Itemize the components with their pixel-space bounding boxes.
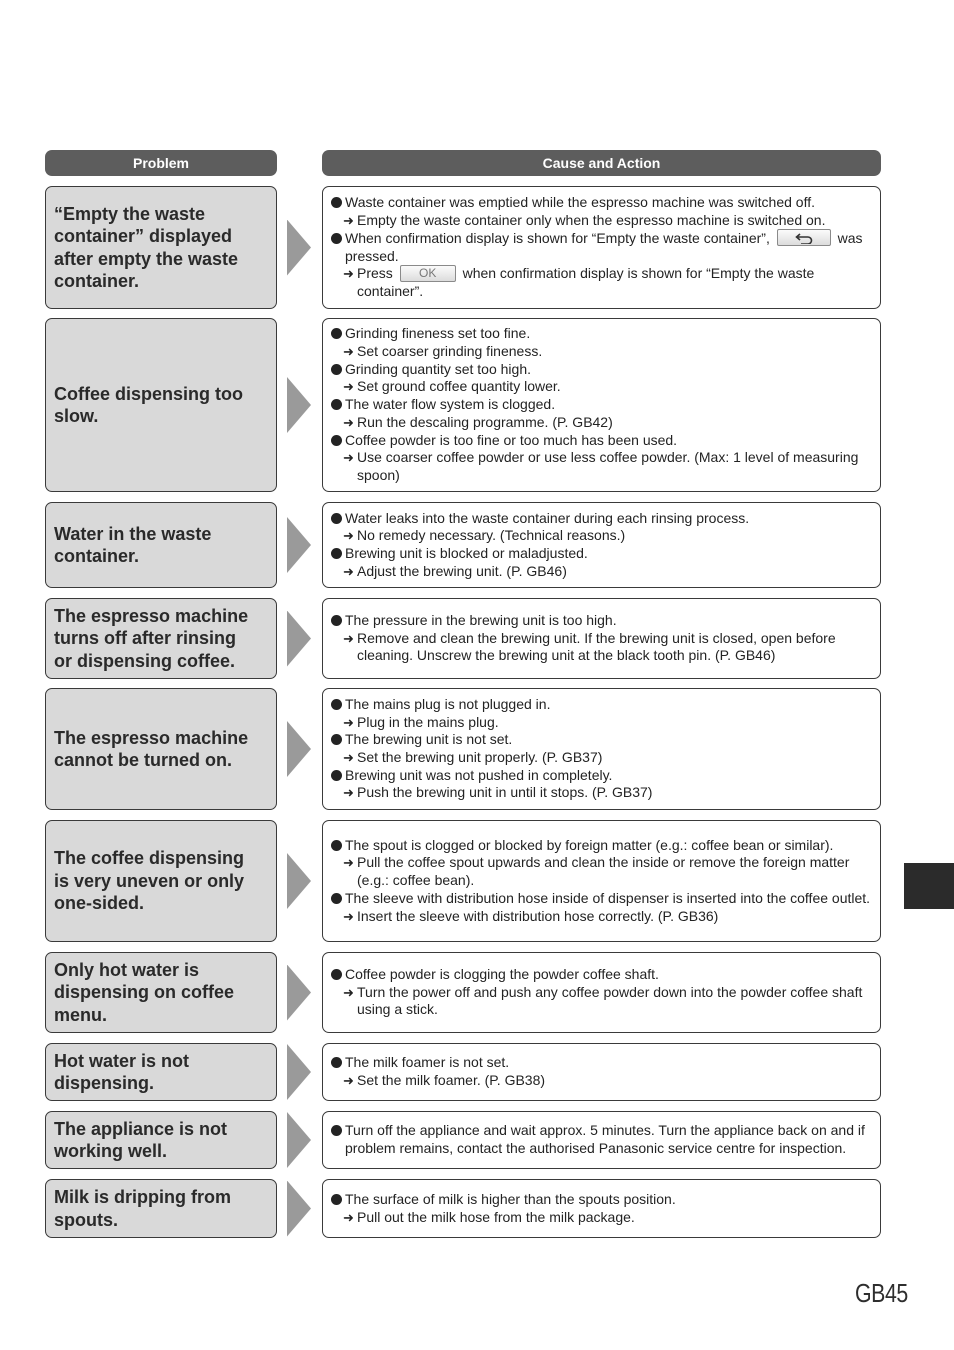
pointer-arrow-icon	[287, 517, 311, 573]
action-text: Set the milk foamer. (P. GB38)	[357, 1072, 546, 1088]
action-text: Set the brewing unit properly. (P. GB37)	[357, 749, 603, 765]
trouble-row	[0, 688, 954, 810]
cause-action-cell	[322, 820, 881, 942]
pointer-arrow-icon	[287, 1112, 311, 1168]
cause-text: When confirmation display is shown for “Empty the waste container”,	[345, 229, 770, 246]
action-item	[331, 630, 872, 665]
trouble-row	[0, 952, 954, 1033]
problem-line: Hot water is not	[54, 1050, 190, 1071]
cause-action-cell	[322, 1043, 881, 1101]
action-item	[331, 414, 872, 432]
action-item	[331, 563, 872, 581]
cause-text-continued: was pressed.	[345, 229, 863, 264]
cause-item	[331, 1122, 872, 1157]
problem-cell	[45, 1111, 277, 1169]
action-item	[331, 212, 872, 230]
problem-cell	[45, 688, 277, 810]
cause-item	[331, 1191, 872, 1209]
trouble-row	[0, 1043, 954, 1101]
bullet-icon	[331, 364, 342, 375]
right-arrow-icon: ➜	[343, 344, 354, 360]
right-arrow-icon: ➜	[343, 414, 354, 430]
problem-line: The espresso machine	[54, 605, 249, 626]
cause-text: Brewing unit is blocked or maladjusted.	[345, 545, 588, 561]
right-arrow-icon: ➜	[343, 1073, 354, 1088]
problem-line: working well.	[54, 1141, 168, 1161]
pointer-arrow-icon	[287, 721, 311, 777]
action-text: Run the descaling programme. (P. GB42)	[357, 413, 613, 430]
problem-line: dispensing.	[54, 1073, 155, 1093]
action-item	[331, 784, 872, 802]
problem-line: spouts.	[54, 1209, 119, 1230]
right-arrow-icon: ➜	[343, 450, 354, 466]
cause-action-cell	[322, 1179, 881, 1238]
bullet-icon	[331, 1194, 342, 1205]
right-arrow-icon: ➜	[343, 266, 354, 282]
cause-item	[331, 396, 872, 414]
cause-item	[331, 194, 872, 212]
problem-line: container.	[54, 546, 140, 566]
cause-action-cell	[322, 688, 881, 810]
problem-line: is very uneven or only	[54, 870, 245, 891]
bullet-icon	[331, 435, 342, 446]
page-number: GB45	[855, 1278, 908, 1308]
action-item	[331, 1072, 872, 1090]
problem-column-header: Problem	[45, 150, 277, 176]
problem-line: “Empty the waste	[54, 203, 206, 224]
problem-line: Water in the waste	[54, 523, 212, 544]
pointer-arrow-icon	[287, 611, 311, 667]
cause-action-cell	[322, 502, 881, 588]
problem-cell	[45, 820, 277, 942]
problem-line: one-sided.	[54, 893, 145, 914]
problem-line: The coffee dispensing	[54, 848, 245, 869]
cause-text: The brewing unit is not set.	[345, 731, 513, 748]
problem-line: dispensing on coffee	[54, 982, 235, 1003]
trouble-row	[0, 598, 954, 679]
cause-item	[331, 1054, 872, 1072]
ok-button-icon: OK	[400, 265, 456, 282]
right-arrow-icon: ➜	[343, 213, 354, 229]
problem-line: cannot be turned on.	[54, 750, 232, 770]
action-item	[331, 854, 872, 889]
action-item	[331, 449, 872, 484]
right-arrow-icon: ➜	[343, 984, 354, 1000]
problem-line: container” displayed	[54, 226, 233, 246]
cause-item	[331, 696, 872, 714]
action-text: Remove and clean the brewing unit. If the brewing unit is closed, open before cleaning. Unscrew the brewing unit at the black tooth pin. (P. GB46)	[357, 629, 836, 664]
problem-line: The espresso machine	[54, 727, 249, 748]
trouble-row	[0, 820, 954, 942]
cause-action-cell	[322, 318, 881, 492]
action-item	[331, 527, 872, 545]
return-button-icon	[777, 229, 831, 246]
trouble-row	[0, 186, 954, 309]
problem-line: after empty the waste	[54, 248, 239, 269]
right-arrow-icon: ➜	[343, 855, 354, 871]
bullet-icon	[331, 734, 342, 745]
action-text-continued: when confirmation display is shown for “Empty the waste container”.	[357, 265, 815, 299]
action-item	[331, 378, 872, 396]
cause-action-cell	[322, 598, 881, 679]
problem-line: container.	[54, 271, 140, 291]
action-text: Pull out the milk hose from the milk package.	[357, 1208, 635, 1225]
pointer-arrow-icon	[287, 377, 311, 433]
pointer-arrow-icon	[287, 220, 311, 276]
problem-cell	[45, 502, 277, 588]
action-text: Adjust the brewing unit. (P. GB46)	[357, 562, 567, 579]
bullet-icon	[331, 399, 342, 410]
action-text: Set coarser grinding fineness.	[357, 343, 543, 360]
problem-line: turns off after rinsing	[54, 628, 237, 649]
bullet-icon	[331, 513, 342, 524]
pointer-arrow-icon	[287, 1181, 311, 1237]
action-text: Pull the coffee spout upwards and clean the inside or remove the foreign matter (e.g.: coffee bean).	[357, 854, 850, 889]
right-arrow-icon: ➜	[343, 528, 354, 544]
problem-line: Coffee dispensing too	[54, 383, 243, 404]
bullet-icon	[331, 197, 342, 208]
action-item	[331, 749, 872, 767]
right-arrow-icon: ➜	[343, 563, 354, 579]
cause-text: The milk foamer is not set.	[345, 1054, 510, 1071]
bullet-icon	[331, 969, 342, 980]
trouble-row	[0, 1179, 954, 1238]
action-item	[331, 343, 872, 361]
cause-text: The water flow system is clogged.	[345, 396, 556, 413]
cause-text: Brewing unit was not pushed in completely.	[345, 766, 613, 783]
right-arrow-icon: ➜	[343, 1209, 354, 1225]
cause-item	[331, 361, 872, 379]
trouble-row	[0, 502, 954, 588]
trouble-row	[0, 318, 954, 492]
bullet-icon	[331, 548, 342, 559]
cause-item	[331, 767, 872, 785]
cause-text: Grinding quantity set too high.	[345, 360, 532, 377]
cause-item	[331, 731, 872, 749]
right-arrow-icon: ➜	[343, 750, 354, 765]
problem-cell	[45, 1179, 277, 1238]
action-text: Use coarser coffee powder or use less coffee powder. (Max: 1 level of measuring spoon)	[357, 449, 859, 483]
action-text: Press	[357, 265, 393, 282]
section-tab-marker	[904, 863, 954, 909]
pointer-arrow-icon	[287, 965, 311, 1021]
problem-line: Only hot water is	[54, 959, 200, 980]
bullet-icon	[331, 1125, 342, 1136]
problem-line: slow.	[54, 406, 99, 426]
cause-item	[331, 837, 872, 855]
problem-cell	[45, 318, 277, 492]
bullet-icon	[331, 893, 342, 904]
cause-item	[331, 325, 872, 343]
cause-text: Coffee powder is clogging the powder coffee shaft.	[345, 965, 659, 982]
problem-line: The appliance is not	[54, 1118, 228, 1139]
right-arrow-icon: ➜	[343, 379, 354, 395]
cause-item	[331, 510, 872, 528]
cause-item	[331, 230, 872, 265]
bullet-icon	[331, 770, 342, 781]
pointer-arrow-icon	[287, 1044, 311, 1100]
action-text: Empty the waste container only when the espresso machine is switched on.	[357, 212, 826, 229]
bullet-icon	[331, 233, 342, 244]
cause-action-cell	[322, 1111, 881, 1169]
problem-cell	[45, 186, 277, 309]
action-item	[331, 984, 872, 1019]
action-item	[331, 265, 872, 300]
right-arrow-icon: ➜	[343, 714, 354, 730]
cause-item	[331, 545, 872, 563]
cause-item	[331, 890, 872, 908]
bullet-icon	[331, 1057, 342, 1068]
cause-text: The mains plug is not plugged in.	[345, 695, 551, 712]
cause-action-column-header: Cause and Action	[322, 150, 881, 176]
problem-cell	[45, 1043, 277, 1101]
cause-action-cell	[322, 186, 881, 309]
cause-text: Turn off the appliance and wait approx. 5 minutes. Turn the appliance back on and if problem remains, contact the authorised Panasonic service centre for inspection.	[345, 1122, 865, 1156]
right-arrow-icon: ➜	[343, 908, 354, 924]
cause-text: The sleeve with distribution hose inside of dispenser is inserted into the coffee outlet.	[345, 889, 871, 906]
problem-line: Milk is dripping from	[54, 1187, 232, 1207]
cause-item	[331, 966, 872, 984]
cause-item	[331, 432, 872, 450]
cause-text: Coffee powder is too fine or too much has been used.	[345, 431, 678, 448]
problem-cell	[45, 598, 277, 679]
problem-line: menu.	[54, 1004, 108, 1025]
cause-action-cell	[322, 952, 881, 1033]
problem-cell	[45, 952, 277, 1033]
trouble-row	[0, 1111, 954, 1169]
action-item	[331, 908, 872, 926]
bullet-icon	[331, 615, 342, 626]
right-arrow-icon: ➜	[343, 630, 354, 646]
action-text: Turn the power off and push any coffee powder down into the powder coffee shaft using a stick.	[357, 983, 863, 1018]
action-text: Set ground coffee quantity lower.	[357, 378, 561, 395]
pointer-arrow-icon	[287, 853, 311, 909]
cause-text: The surface of milk is higher than the spouts position.	[345, 1190, 676, 1207]
action-text: Push the brewing unit in until it stops. (P. GB37)	[357, 784, 653, 801]
problem-line: or dispensing coffee.	[54, 650, 236, 671]
cause-text: Water leaks into the waste container during each rinsing process.	[345, 509, 750, 526]
action-item	[331, 1209, 872, 1227]
action-text: No remedy necessary. (Technical reasons.)	[357, 527, 626, 544]
bullet-icon	[331, 328, 342, 339]
action-text: Insert the sleeve with distribution hose correctly. (P. GB36)	[357, 907, 719, 924]
cause-text: Waste container was emptied while the espresso machine was switched off.	[345, 194, 816, 211]
bullet-icon	[331, 699, 342, 710]
action-text: Plug in the mains plug.	[357, 713, 499, 730]
right-arrow-icon: ➜	[343, 785, 354, 801]
bullet-icon	[331, 840, 342, 851]
cause-text: Grinding fineness set too fine.	[345, 325, 531, 342]
cause-text: The spout is clogged or blocked by foreign matter (e.g.: coffee bean or similar).	[345, 836, 834, 853]
cause-item	[331, 612, 872, 630]
action-item	[331, 714, 872, 732]
cause-text: The pressure in the brewing unit is too high.	[345, 611, 617, 628]
